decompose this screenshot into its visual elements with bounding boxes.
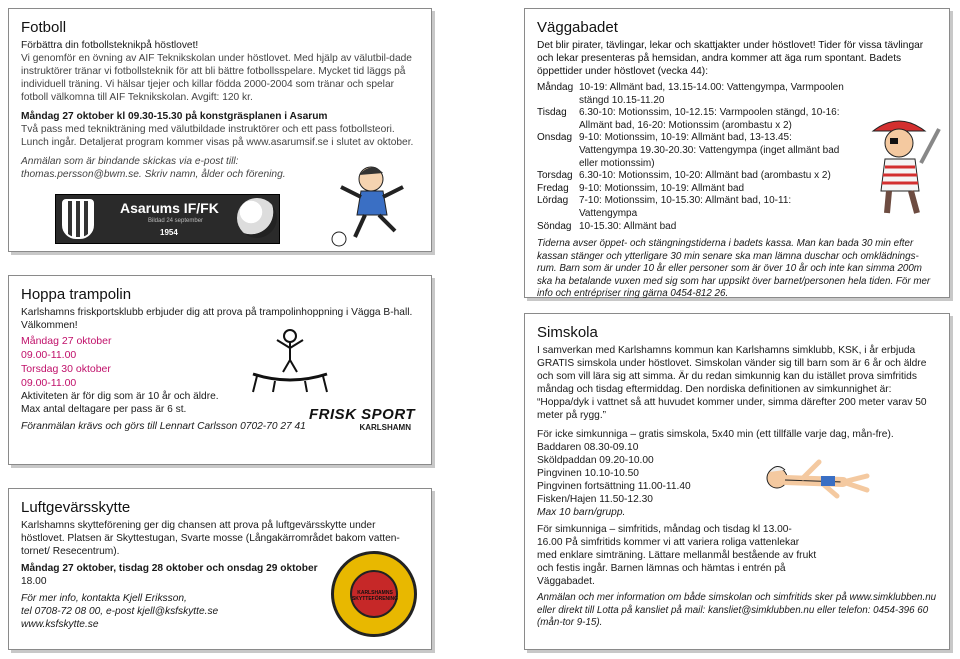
asarums-banner — [55, 194, 280, 244]
schedule-text: 9-10: Motionssim, 10-19: Allmänt bad, 13-13.45: Vattengympa 19.30-20.30: Vattengympa (inget allmänt bad eller motionssim) — [579, 132, 840, 169]
simskola-simfritids: För simkunniga – simfritids, måndag och tisdag kl 13.00-16.00 På simfritids kommer vi att variera roliga vattenlekar med enklare simträning. Lättare mellanmål bestående av frukt och festis ingår. Barnen lämnas och hämtas i entrén på Väggabadet. — [537, 524, 817, 587]
asarums-crest-icon — [62, 199, 94, 239]
schedule-text: 10-15.30: Allmänt bad — [579, 220, 677, 232]
trampolin-time2: 09.00-11.00 — [21, 377, 77, 389]
swimmer-illustration — [763, 456, 873, 506]
schedule-text: 10-19: Allmänt bad, 13.15-14.00: Vattengympa, Varmpoolen stängd 10.15-11.20 — [579, 82, 844, 106]
simskola-group: Pingvinen fortsättning 11.00-11.40 — [537, 481, 691, 492]
simskola-group: Fisken/Hajen 11.50-12.30 — [537, 494, 653, 505]
trampolin-day1: Måndag 27 oktober — [21, 335, 112, 347]
luftgevar-heading: Måndag 27 oktober, tisdag 28 oktober och onsdag 29 oktober — [21, 563, 318, 574]
frisksport-logo-text: FRISK SPORT — [309, 406, 416, 423]
simskola-box — [524, 313, 950, 650]
fotboll-title: Fotboll — [21, 19, 67, 36]
schedule-day: Tisdag — [537, 107, 567, 119]
simskola-title: Simskola — [537, 324, 598, 341]
simskola-max: Max 10 barn/grupp. — [537, 507, 626, 518]
vaggabadet-schedule — [537, 82, 847, 233]
trampolin-time1: 09.00-11.00 — [21, 349, 77, 361]
football-icon — [237, 198, 277, 238]
pirate-illustration — [859, 109, 943, 219]
banner-founded: Bildad 24 september — [148, 218, 204, 224]
trampolin-box — [8, 275, 432, 465]
skyttforening-badge — [331, 551, 417, 637]
vaggabadet-intro: Det blir pirater, tävlingar, lekar och skattjakter under höstlovet! Tider för vissa tävlingar och lekar presenteras på hemsidan, andra kommer att äga rum spontant. Badets öppettider under höstlovet (vecka 44): — [537, 40, 924, 77]
trampolin-max: Max antal deltagare per pass är 6 st. — [21, 404, 187, 415]
luftgevar-note-contact: För mer info, kontakta Kjell Eriksson, — [21, 593, 187, 604]
simskola-note: Anmälan och mer information om både simskolan och simfritids sker på www.simklubben.nu eller direkt till Lotta på kansliet på mail: kansliet@simklubben.nu eller telefon: 0454-396 60 (mån-tor 9-15). — [537, 592, 937, 628]
frisksport-logo-sub: KARLSHAMN — [359, 423, 411, 432]
schedule-day: Fredag — [537, 182, 569, 194]
simskola-group: Pingvinen 10.10-10.50 — [537, 468, 639, 479]
simskola-group: Baddaren 08.30-09.10 — [537, 442, 639, 453]
trampoline-illustration — [245, 326, 335, 396]
simskola-beginner: För icke simkunniga – gratis simskola, 5x40 min (ett tillfälle varje dag, mån-fre). — [537, 429, 894, 440]
trampolin-note: Föranmälan krävs och görs till Lennart Carlsson 0702-70 27 41 — [21, 421, 306, 432]
schedule-text: 6.30-10: Motionssim, 10-12.15: Varmpoolen stängd, 10-16: Allmänt bad, 16-20: Motionssim (arombastu x 2) — [579, 107, 840, 131]
footballer-illustration — [331, 157, 411, 247]
schedule-text: 7-10: Motionssim, 10-15.30: Allmänt bad, 10-11: Vattengympa — [579, 195, 792, 219]
luftgevar-intro: Karlshamns skytteförening ger dig chansen att prova på luftgevärsskytte under höstlovet. Platsen är Skyttestugan, Svarte mosse (Långakärrområdet bakom vatten-tornet/ Resecentrum). — [21, 520, 400, 557]
luftgevar-box — [8, 488, 432, 650]
schedule-day: Måndag — [537, 82, 574, 93]
vaggabadet-note: Tiderna avser öppet- och stängningstiderna i badets kassa. Man kan bada 30 min efter kassan stänger och ytterligare 30 min senare ska man lämna duschar och omklädnings-rum. Barn som är under 10 år eller personer som är över 10 år och inte kan simma 200m ska ha betalande vuxen med sig som har uppsikt över barnet/personen hela tiden. För mer info och entrépriser ring gärna 0454-812 26. — [537, 238, 931, 300]
simskola-intro: I samverkan med Karlshamns kommun kan Karlshamns simklubb, KSK, i år erbjuda GRATIS simskola under höstlovet. Simskolan vänder sig till barn som är 6 år och äldre och som vill lära sig att simma. Är du redan simkunnig kan du istället prova simfritids måndag och tisdag eftermiddag. Den nordiska definitionen av simkunnighet är: “Hoppa/dyk i vattnet så att huvudet kommer under, simma därefter 200 meter varav 50 meter på rygg.” — [537, 345, 927, 421]
banner-club-name: Asarums IF/FK — [120, 200, 219, 216]
schedule-day: Torsdag — [537, 170, 573, 182]
fotboll-box — [8, 8, 432, 252]
luftgevar-title: Luftgevärsskytte — [21, 499, 131, 516]
fotboll-paragraph: Vi genomför en övning av AIF Teknikskolan under höstlovet. Med hjälp av välutbil-dade instruktörer tränar vi fotbollsteknik för att bli bättre fotbollsspelare. Mycket tid läggs på individuell träning. Vi hälsar tjejer och killar födda 2000-2004 som tränar och spelar fotboll välkomna till AIF Teknikskolan. Avgift: 120 kr. — [21, 53, 412, 103]
fotboll-subtitle: Förbättra din fotbollsteknikpå höstlovet! — [21, 40, 199, 51]
luftgevar-note-web: www.ksfskytte.se — [21, 619, 99, 630]
vaggabadet-title: Väggabadet — [537, 19, 618, 36]
schedule-day: Lördag — [537, 195, 569, 207]
frisksport-logo — [309, 406, 419, 446]
luftgevar-time: 18.00 — [21, 576, 47, 587]
trampolin-age: Aktiviteten är för dig som är 10 år och äldre. — [21, 391, 219, 402]
trampolin-day2: Torsdag 30 oktober — [21, 363, 111, 375]
luftgevar-note-phone: tel 0708-72 08 00, e-post kjell@ksfskytte.se — [21, 606, 219, 617]
fotboll-note: Anmälan som är bindande skickas via e-post till: thomas.persson@bwm.se. Skriv namn, ålder och förening. — [21, 156, 286, 180]
badge-text: KARLSHAMNS SKYTTEFÖRENING — [351, 590, 399, 602]
trampolin-title: Hoppa trampolin — [21, 286, 132, 303]
simskola-group: Sköldpaddan 09.20-10.00 — [537, 455, 654, 466]
banner-year: 1954 — [160, 228, 178, 237]
trampolin-intro: Karlshamns friskportsklubb erbjuder dig att prova på trampolinhoppning i Vägga B-hall. Välkommen! — [21, 307, 413, 331]
schedule-day: Onsdag — [537, 132, 573, 144]
schedule-day: Söndag — [537, 220, 572, 232]
schedule-text: 6.30-10: Motionssim, 10-20: Allmänt bad (arombastu x 2) — [579, 170, 831, 182]
schedule-text: 9-10: Motionssim, 10-19: Allmänt bad — [579, 182, 745, 194]
vaggabadet-box — [524, 8, 950, 298]
fotboll-details: Två pass med teknikträning med välutbildade instruktörer och ett pass fotbollsteori. Lunch ingår. Detaljerat program kommer visas på www.asarumsif.se i slutet av oktober. — [21, 124, 414, 148]
fotboll-heading: Måndag 27 oktober kl 09.30-15.30 på konstgräsplanen i Asarum — [21, 111, 328, 122]
